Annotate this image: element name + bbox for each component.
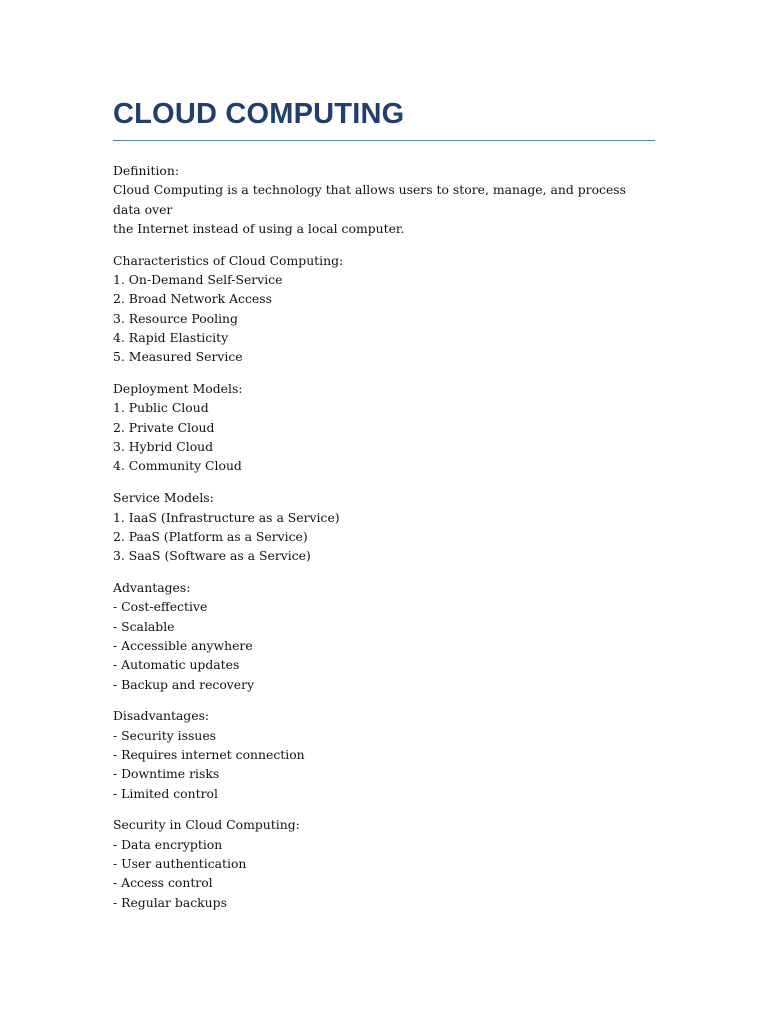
- list-item: - User authentication: [113, 856, 247, 872]
- list-item: - Requires internet connection: [113, 746, 305, 762]
- section-heading: Service Models:: [113, 490, 214, 506]
- list-item: 2. PaaS (Platform as a Service): [113, 528, 308, 544]
- section-heading: Characteristics of Cloud Computing:: [113, 252, 344, 268]
- list-item: 4. Rapid Elasticity: [113, 329, 229, 345]
- document-page: [113, 96, 655, 925]
- list-item: 5. Measured Service: [113, 349, 243, 365]
- section-line: Cloud Computing is a technology that allows users to store, manage, and process data over: [113, 182, 627, 217]
- section-disadvantages: [113, 706, 655, 802]
- list-item: - Cost-effective: [113, 599, 208, 615]
- section-heading: Advantages:: [113, 580, 191, 596]
- list-item: 3. Resource Pooling: [113, 310, 238, 326]
- section-heading: Deployment Models:: [113, 381, 243, 397]
- section-deployment-models: [113, 379, 655, 475]
- list-item: 3. Hybrid Cloud: [113, 439, 214, 455]
- section-characteristics: [113, 251, 655, 367]
- section-service-models: [113, 488, 655, 565]
- list-item: - Access control: [113, 875, 213, 891]
- title-underline: [113, 140, 655, 141]
- list-item: 1. Public Cloud: [113, 400, 209, 416]
- list-item: 3. SaaS (Software as a Service): [113, 548, 311, 564]
- list-item: 2. Broad Network Access: [113, 291, 272, 307]
- list-item: - Limited control: [113, 785, 218, 801]
- list-item: - Accessible anywhere: [113, 637, 253, 653]
- section-advantages: [113, 578, 655, 694]
- document-title: CLOUD COMPUTING: [113, 98, 405, 130]
- list-item: - Downtime risks: [113, 766, 220, 782]
- section-heading: Security in Cloud Computing:: [113, 817, 300, 833]
- list-item: 4. Community Cloud: [113, 458, 242, 474]
- section-heading: Disadvantages:: [113, 708, 210, 724]
- list-item: - Regular backups: [113, 894, 227, 910]
- list-item: - Scalable: [113, 618, 175, 634]
- list-item: 1. IaaS (Infrastructure as a Service): [113, 509, 340, 525]
- section-security: [113, 815, 655, 911]
- list-item: 2. Private Cloud: [113, 419, 215, 435]
- section-heading: Definition:: [113, 163, 180, 178]
- list-item: 1. On-Demand Self-Service: [113, 272, 283, 288]
- section-line: the Internet instead of using a local computer.: [113, 220, 405, 236]
- list-item: - Automatic updates: [113, 657, 240, 673]
- list-item: - Data encryption: [113, 836, 223, 852]
- list-item: - Security issues: [113, 727, 217, 743]
- section-definition: [113, 161, 655, 238]
- list-item: - Backup and recovery: [113, 676, 255, 692]
